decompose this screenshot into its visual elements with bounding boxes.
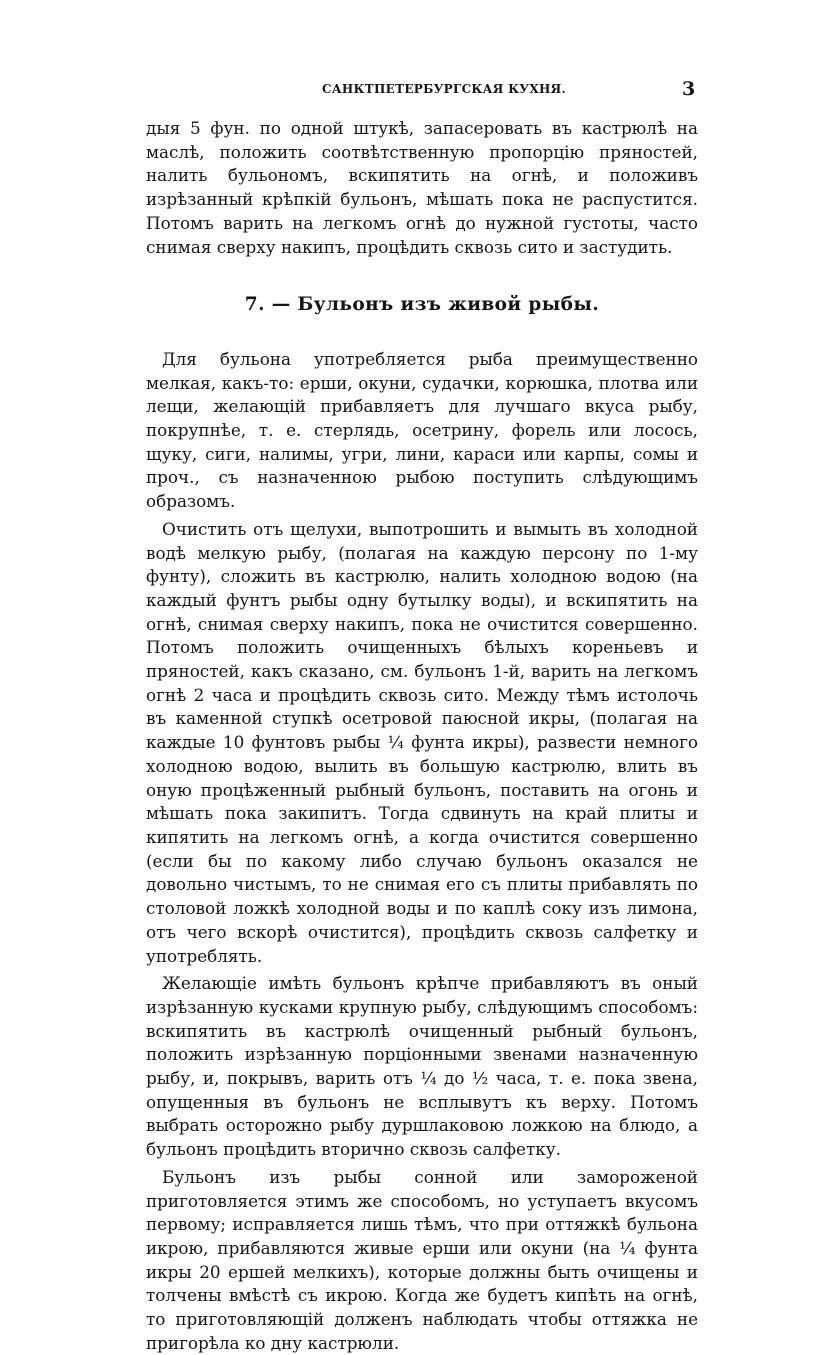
page-body xyxy=(146,117,698,1355)
running-head: САНКТПЕТЕРБУРГСКАЯ КУХНЯ. xyxy=(322,82,566,96)
paragraph: Очистить отъ щелухи, выпотрошить и вымыть въ холодной водѣ мелкую рыбу, (полагая на каждую персону по 1-му фунту), сложить въ кастрюлю, налить холодною водою (на каждый фунтъ рыбы одну бутылку воды), и вскипятить на огнѣ, снимая сверху накипъ, пока не очистится совершенно. Потомъ положить очищенныхъ бѣлыхъ кореньевъ и пряностей, какъ сказано, см. бульонъ 1-й, варить на легкомъ огнѣ 2 часа и процѣдить сквозь сито. Между тѣмъ истолочь въ каменной ступкѣ осетровой паюсной икры, (полагая на каждые 10 фунтовъ рыбы ¼ фунта икры), развести немного холодною водою, вылить въ большую кастрюлю, влить въ оную процѣженный рыбный бульонъ, поставить на огонь и мѣшать пока закипитъ. Тогда сдвинуть на край плиты и кипятить на легкомъ огнѣ, а когда очистится совершенно (если бы по какому либо случаю бульонъ оказался не довольно чистымъ, то не снимая его съ плиты прибавлять по столовой ложкѣ холодной воды и по каплѣ соку изъ лимона, отъ чего вскорѣ очистится), процѣдить сквозь салфетку и употреблять. xyxy=(146,518,698,966)
paragraph: Для бульона употребляется рыба преимущественно мелкая, какъ-то: ерши, окуни, судачки, корюшка, плотва или лещи, желающій прибавляетъ для лучшаго вкуса рыбу, покрупнѣе, т. е. стерлядь, осетрину, форель или лосось, щуку, сиги, налимы, угри, лини, караси или карпы, сомы и проч., съ назначенною рыбою поступить слѣдующимъ образомъ. xyxy=(146,348,698,512)
continuation-paragraph: дыя 5 фун. по одной штукѣ, запасеровать въ кастрюлѣ на маслѣ, положить соотвѣтственную пропорцію пряностей, налить бульономъ, вскипятить на огнѣ, и положивъ изрѣзанный крѣпкій бульонъ, мѣшать пока не распустится. Потомъ варить на легкомъ огнѣ до нужной густоты, часто снимая сверху накипъ, процѣдить сквозь сито и застудить. xyxy=(146,118,698,257)
paragraph: Желающіе имѣть бульонъ крѣпче прибавляютъ въ оный изрѣзанную кусками крупную рыбу, слѣдующимъ способомъ: вскипятить въ кастрюлѣ очищенный рыбный бульонъ, положить изрѣзанную порціонными звенами назначенную рыбу, и, покрывъ, варить отъ ¼ до ½ часа, т. е. пока звена, опущенныя въ бульонъ не всплывутъ къ верху. Потомъ выбрать осторожно рыбу дуршлаковою ложкою на блюдо, а бульонъ процѣдить вторично сквозь салфетку. xyxy=(146,973,698,1160)
page-header xyxy=(0,78,840,108)
section-title: 7. — Бульонъ изъ живой рыбы. xyxy=(244,294,600,316)
page-number: 3 xyxy=(682,78,696,100)
paragraph: Бульонъ изъ рыбы сонной или замороженой приготовляется этимъ же способомъ, но уступаетъ вкусомъ первому; исправляется лишь тѣмъ, что при оттяжкѣ бульона икрою, прибавляются живые ерши или окуни (на ¼ фунта икры 20 ершей мелкихъ), которые должны быть очищены и толчены вмѣстѣ съ икрою. Когда же будетъ кипѣть на огнѣ, то приготовляющій долженъ наблюдать чтобы оттяжка не пригорѣла ко дну кастрюли. xyxy=(146,1166,698,1353)
